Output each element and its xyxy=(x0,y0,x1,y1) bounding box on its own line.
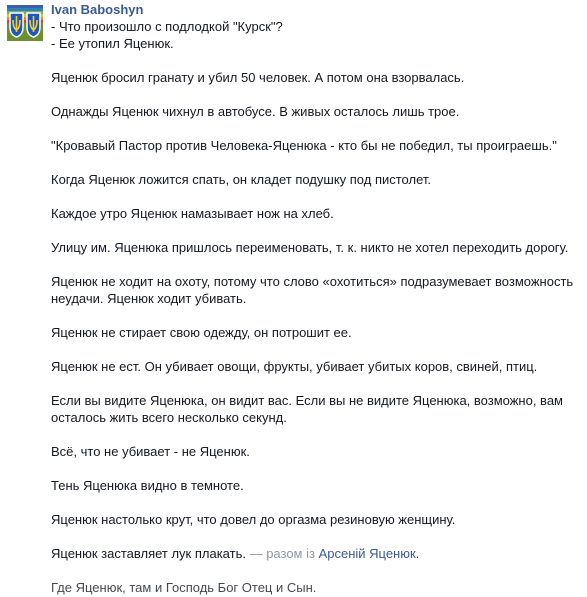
joke-paragraph: Если вы видите Яценюка, он видит вас. Если вы не видите Яценюка, возможно, вам осталось жить всего несколько секунд. xyxy=(51,393,563,425)
post-intro-line: - Что произошло с подлодкой "Курск"? xyxy=(51,19,283,34)
joke-paragraph: Яценюк не стирает свою одежду, он потрошит ее. xyxy=(51,325,352,340)
joke-paragraph: Улицу им. Яценюка пришлось переименовать, т. к. никто не хотел переходить дорогу. xyxy=(51,240,569,255)
joke-paragraph: "Кровавый Пастор против Человека-Яценюка - кто бы не победил, ты проиграешь." xyxy=(51,138,557,153)
joke-paragraph: Каждое утро Яценюк намазывает нож на хлеб. xyxy=(51,206,334,221)
tag-separator: — разом із xyxy=(245,546,319,561)
tag-trailing: . xyxy=(415,546,420,561)
tagged-person-link[interactable]: Арсеній Яценюк xyxy=(318,546,416,561)
cut-off-line: Где Яценюк, там и Господь Бог Отец и Сын. xyxy=(51,580,317,595)
shield-left-icon xyxy=(10,13,23,37)
jokes-list xyxy=(51,69,581,562)
joke-with-tag xyxy=(51,545,581,562)
joke-paragraph: Яценюк бросил гранату и убил 50 человек. А потом она взорвалась. xyxy=(51,70,465,85)
author-name-link[interactable]: Ivan Baboshyn xyxy=(51,2,144,17)
joke-paragraph: Когда Яценюк ложится спать, он кладет подушку под пистолет. xyxy=(51,172,432,187)
joke-text: Яценюк заставляет лук плакать. xyxy=(51,546,246,561)
joke-paragraph: Яценюк настолько крут, что довел до оргазма резиновую женщину. xyxy=(51,512,456,527)
joke-paragraph: Яценюк не ест. Он убивает овощи, фрукты, убивает убитых коров, свиней, птиц. xyxy=(51,359,538,374)
author-avatar[interactable] xyxy=(7,5,43,41)
joke-paragraph: Яценюк не ходит на охоту, потому что слово «охотиться» подразумевает возможность неудачи. Яценюк ходит убивать. xyxy=(51,274,574,306)
post-content xyxy=(51,1,581,595)
joke-paragraph: Однажды Яценюк чихнул в автобусе. В живых осталось лишь трое. xyxy=(51,104,460,119)
joke-paragraph: Тень Яценюка видно в темноте. xyxy=(51,478,244,493)
post-intro-line: - Ее утопил Яценюк. xyxy=(51,36,174,51)
joke-paragraph: Всё, что не убивает - не Яценюк. xyxy=(51,444,250,459)
shield-right-icon xyxy=(27,13,40,37)
